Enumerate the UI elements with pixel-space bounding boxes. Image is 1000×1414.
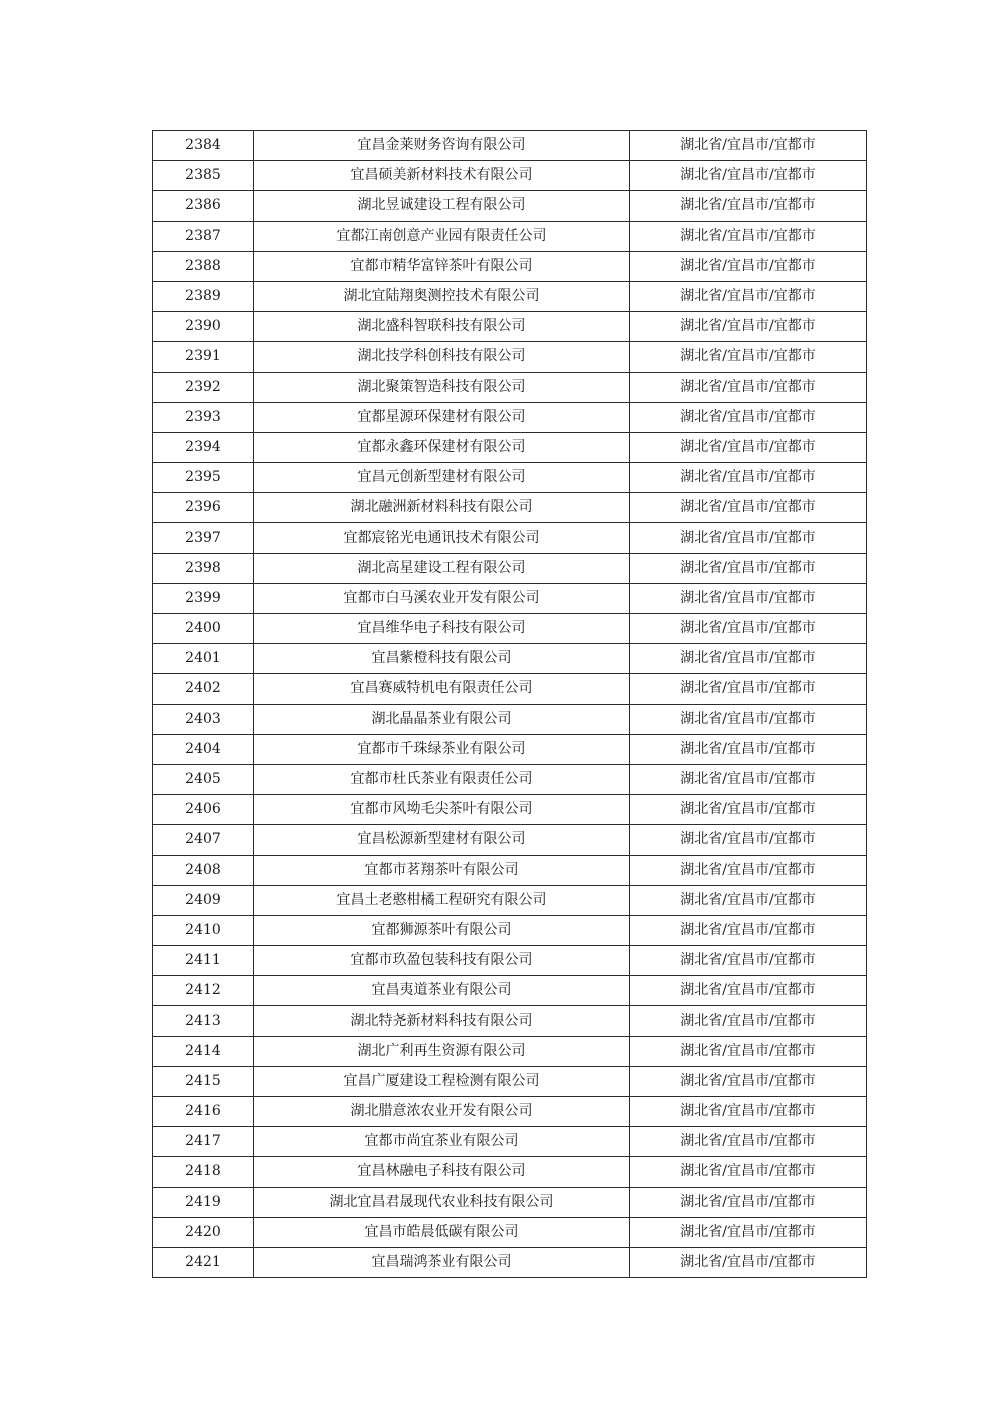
row-number-cell: 2384	[153, 131, 254, 161]
row-number-cell: 2411	[153, 946, 254, 976]
row-number-cell: 2398	[153, 553, 254, 583]
region-cell: 湖北省/宜昌市/宜都市	[630, 704, 867, 734]
company-name-cell: 宜都市千珠绿茶业有限公司	[254, 734, 630, 764]
region-cell: 湖北省/宜昌市/宜都市	[630, 493, 867, 523]
row-number-cell: 2413	[153, 1006, 254, 1036]
table-row	[153, 855, 867, 885]
table-row	[153, 583, 867, 613]
table-row	[153, 1157, 867, 1187]
row-number-cell: 2407	[153, 825, 254, 855]
row-number-cell: 2418	[153, 1157, 254, 1187]
region-cell: 湖北省/宜昌市/宜都市	[630, 191, 867, 221]
table-row	[153, 1187, 867, 1217]
company-name-cell: 宜昌广厦建设工程检测有限公司	[254, 1066, 630, 1096]
region-cell: 湖北省/宜昌市/宜都市	[630, 1097, 867, 1127]
company-name-cell: 宜昌紫橙科技有限公司	[254, 644, 630, 674]
company-name-cell: 宜都市风坳毛尖茶叶有限公司	[254, 795, 630, 825]
region-cell: 湖北省/宜昌市/宜都市	[630, 583, 867, 613]
table-row	[153, 1036, 867, 1066]
company-name-cell: 湖北晶晶茶业有限公司	[254, 704, 630, 734]
row-number-cell: 2395	[153, 463, 254, 493]
table-row	[153, 1217, 867, 1247]
company-name-cell: 宜昌元创新型建材有限公司	[254, 463, 630, 493]
row-number-cell: 2386	[153, 191, 254, 221]
company-name-cell: 宜都市茗翔茶叶有限公司	[254, 855, 630, 885]
row-number-cell: 2406	[153, 795, 254, 825]
region-cell: 湖北省/宜昌市/宜都市	[630, 764, 867, 794]
row-number-cell: 2409	[153, 885, 254, 915]
region-cell: 湖北省/宜昌市/宜都市	[630, 553, 867, 583]
region-cell: 湖北省/宜昌市/宜都市	[630, 432, 867, 462]
region-cell: 湖北省/宜昌市/宜都市	[630, 372, 867, 402]
company-name-cell: 宜昌金莱财务咨询有限公司	[254, 131, 630, 161]
row-number-cell: 2415	[153, 1066, 254, 1096]
table-row	[153, 976, 867, 1006]
region-cell: 湖北省/宜昌市/宜都市	[630, 1217, 867, 1247]
table-row	[153, 432, 867, 462]
region-cell: 湖北省/宜昌市/宜都市	[630, 1036, 867, 1066]
table-row	[153, 372, 867, 402]
region-cell: 湖北省/宜昌市/宜都市	[630, 825, 867, 855]
region-cell: 湖北省/宜昌市/宜都市	[630, 674, 867, 704]
row-number-cell: 2389	[153, 281, 254, 311]
row-number-cell: 2400	[153, 614, 254, 644]
region-cell: 湖北省/宜昌市/宜都市	[630, 312, 867, 342]
region-cell: 湖北省/宜昌市/宜都市	[630, 402, 867, 432]
table-row	[153, 553, 867, 583]
region-cell: 湖北省/宜昌市/宜都市	[630, 221, 867, 251]
company-name-cell: 湖北高星建设工程有限公司	[254, 553, 630, 583]
region-cell: 湖北省/宜昌市/宜都市	[630, 795, 867, 825]
row-number-cell: 2388	[153, 251, 254, 281]
company-name-cell: 宜都星源环保建材有限公司	[254, 402, 630, 432]
row-number-cell: 2401	[153, 644, 254, 674]
region-cell: 湖北省/宜昌市/宜都市	[630, 463, 867, 493]
table-row	[153, 251, 867, 281]
table-row	[153, 734, 867, 764]
row-number-cell: 2397	[153, 523, 254, 553]
row-number-cell: 2402	[153, 674, 254, 704]
company-name-cell: 宜昌维华电子科技有限公司	[254, 614, 630, 644]
row-number-cell: 2387	[153, 221, 254, 251]
table-row	[153, 1006, 867, 1036]
table-row	[153, 191, 867, 221]
row-number-cell: 2419	[153, 1187, 254, 1217]
company-name-cell: 湖北融洲新材料科技有限公司	[254, 493, 630, 523]
region-cell: 湖北省/宜昌市/宜都市	[630, 1157, 867, 1187]
company-name-cell: 湖北聚策智造科技有限公司	[254, 372, 630, 402]
company-name-cell: 宜都市杜氏茶业有限责任公司	[254, 764, 630, 794]
table-row	[153, 674, 867, 704]
table-row	[153, 795, 867, 825]
row-number-cell: 2414	[153, 1036, 254, 1066]
company-name-cell: 湖北昱诚建设工程有限公司	[254, 191, 630, 221]
company-name-cell: 宜都江南创意产业园有限责任公司	[254, 221, 630, 251]
table-row	[153, 1066, 867, 1096]
region-cell: 湖北省/宜昌市/宜都市	[630, 1187, 867, 1217]
region-cell: 湖北省/宜昌市/宜都市	[630, 644, 867, 674]
company-name-cell: 湖北宜陆翔奥测控技术有限公司	[254, 281, 630, 311]
company-name-cell: 宜昌赛威特机电有限责任公司	[254, 674, 630, 704]
table-row	[153, 402, 867, 432]
row-number-cell: 2404	[153, 734, 254, 764]
company-name-cell: 宜昌瑞鸿茶业有限公司	[254, 1247, 630, 1277]
region-cell: 湖北省/宜昌市/宜都市	[630, 161, 867, 191]
table-row	[153, 493, 867, 523]
company-name-cell: 宜昌土老憨柑橘工程研究有限公司	[254, 885, 630, 915]
company-name-cell: 湖北腊意浓农业开发有限公司	[254, 1097, 630, 1127]
company-name-cell: 宜都市尚宜茶业有限公司	[254, 1127, 630, 1157]
row-number-cell: 2410	[153, 915, 254, 945]
region-cell: 湖北省/宜昌市/宜都市	[630, 523, 867, 553]
region-cell: 湖北省/宜昌市/宜都市	[630, 1247, 867, 1277]
row-number-cell: 2421	[153, 1247, 254, 1277]
region-cell: 湖北省/宜昌市/宜都市	[630, 1127, 867, 1157]
row-number-cell: 2393	[153, 402, 254, 432]
row-number-cell: 2405	[153, 764, 254, 794]
table-row	[153, 342, 867, 372]
row-number-cell: 2403	[153, 704, 254, 734]
company-name-cell: 宜都市精华富锌茶叶有限公司	[254, 251, 630, 281]
region-cell: 湖北省/宜昌市/宜都市	[630, 976, 867, 1006]
region-cell: 湖北省/宜昌市/宜都市	[630, 855, 867, 885]
company-name-cell: 宜昌林融电子科技有限公司	[254, 1157, 630, 1187]
table-row	[153, 946, 867, 976]
company-name-cell: 宜昌硕美新材料技术有限公司	[254, 161, 630, 191]
row-number-cell: 2394	[153, 432, 254, 462]
company-name-cell: 宜都永鑫环保建材有限公司	[254, 432, 630, 462]
row-number-cell: 2391	[153, 342, 254, 372]
region-cell: 湖北省/宜昌市/宜都市	[630, 251, 867, 281]
table-row	[153, 825, 867, 855]
company-name-cell: 宜昌夷道茶业有限公司	[254, 976, 630, 1006]
table-row	[153, 1127, 867, 1157]
table-row	[153, 131, 867, 161]
region-cell: 湖北省/宜昌市/宜都市	[630, 1006, 867, 1036]
table-row	[153, 1097, 867, 1127]
table-row	[153, 312, 867, 342]
table-row	[153, 463, 867, 493]
table-row	[153, 614, 867, 644]
row-number-cell: 2396	[153, 493, 254, 523]
region-cell: 湖北省/宜昌市/宜都市	[630, 915, 867, 945]
company-name-cell: 湖北宜昌君晟现代农业科技有限公司	[254, 1187, 630, 1217]
region-cell: 湖北省/宜昌市/宜都市	[630, 734, 867, 764]
table-row	[153, 704, 867, 734]
region-cell: 湖北省/宜昌市/宜都市	[630, 1066, 867, 1096]
company-name-cell: 宜都狮源茶叶有限公司	[254, 915, 630, 945]
company-name-cell: 宜昌松源新型建材有限公司	[254, 825, 630, 855]
row-number-cell: 2385	[153, 161, 254, 191]
region-cell: 湖北省/宜昌市/宜都市	[630, 614, 867, 644]
row-number-cell: 2392	[153, 372, 254, 402]
region-cell: 湖北省/宜昌市/宜都市	[630, 281, 867, 311]
company-name-cell: 湖北特尧新材料科技有限公司	[254, 1006, 630, 1036]
row-number-cell: 2399	[153, 583, 254, 613]
table-row	[153, 764, 867, 794]
row-number-cell: 2420	[153, 1217, 254, 1247]
row-number-cell: 2408	[153, 855, 254, 885]
company-name-cell: 宜都市玖盈包装科技有限公司	[254, 946, 630, 976]
row-number-cell: 2412	[153, 976, 254, 1006]
table-row	[153, 1247, 867, 1277]
company-name-cell: 宜都市白马溪农业开发有限公司	[254, 583, 630, 613]
row-number-cell: 2417	[153, 1127, 254, 1157]
region-cell: 湖北省/宜昌市/宜都市	[630, 946, 867, 976]
company-name-cell: 宜昌市皓晨低碳有限公司	[254, 1217, 630, 1247]
table-row	[153, 915, 867, 945]
table-row	[153, 221, 867, 251]
table-row	[153, 281, 867, 311]
row-number-cell: 2390	[153, 312, 254, 342]
table-row	[153, 885, 867, 915]
table-row	[153, 161, 867, 191]
company-name-cell: 湖北广利再生资源有限公司	[254, 1036, 630, 1066]
company-name-cell: 湖北盛科智联科技有限公司	[254, 312, 630, 342]
table-row	[153, 523, 867, 553]
company-name-cell: 宜都宸铭光电通讯技术有限公司	[254, 523, 630, 553]
row-number-cell: 2416	[153, 1097, 254, 1127]
company-name-cell: 湖北技学科创科技有限公司	[254, 342, 630, 372]
company-list-table	[152, 130, 867, 1278]
table-row	[153, 644, 867, 674]
region-cell: 湖北省/宜昌市/宜都市	[630, 885, 867, 915]
region-cell: 湖北省/宜昌市/宜都市	[630, 342, 867, 372]
table-body	[153, 131, 867, 1278]
region-cell: 湖北省/宜昌市/宜都市	[630, 131, 867, 161]
